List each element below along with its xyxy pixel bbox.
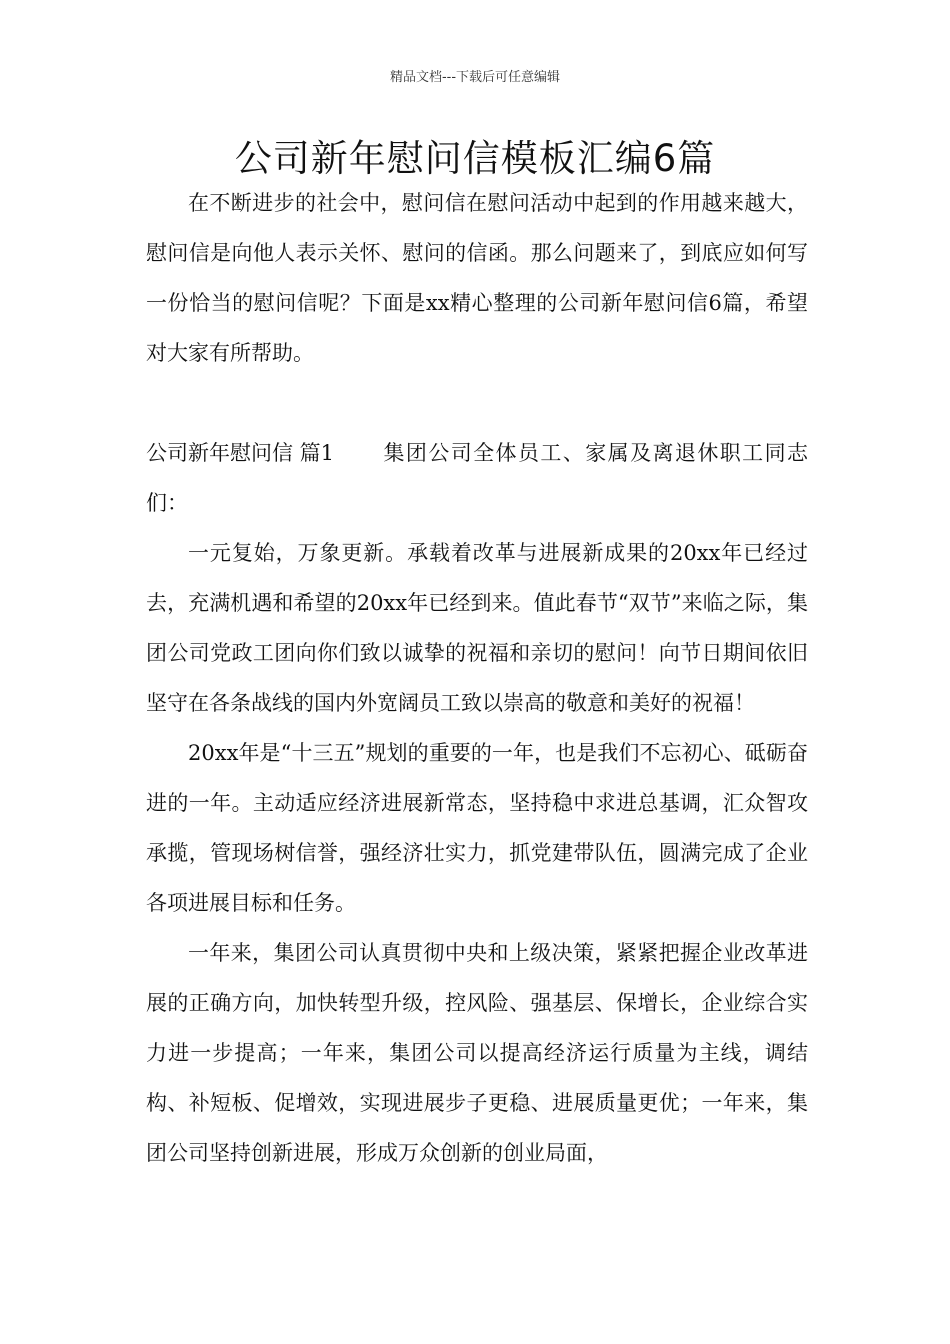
- document-body: [146, 178, 808, 1178]
- paragraph-gap: [146, 378, 808, 428]
- body-paragraph-3: 一年来，集团公司认真贯彻中央和上级决策，紧紧把握企业改革进展的正确方向，加快转型升级，控风险、强基层、保增长，企业综合实力进一步提高；一年来，集团公司以提高经济运行质量为主线，调结构、补短板、促增效，实现进展步子更稳、进展质量更优；一年来，集团公司坚持创新进展，形成万众创新的创业局面，: [146, 941, 808, 1165]
- document-title: 公司新年慰问信模板汇编6篇: [234, 137, 716, 180]
- section-label: 公司新年慰问信 篇1: [146, 441, 335, 465]
- body-paragraph-1: 一元复始，万象更新。承载着改革与进展新成果的20xx年已经过去，充满机遇和希望的20xx年已经到来。值此春节“双节”来临之际，集团公司党政工团向你们致以诚挚的祝福和亲切的慰问！向节日期间依旧坚守在各条战线的国内外宽阔员工致以崇高的敬意和美好的祝福！: [146, 541, 808, 715]
- salutation: 集团公司全体员工、家属及离退休职工同志们：: [146, 441, 808, 515]
- intro-paragraph: 在不断进步的社会中，慰问信在慰问活动中起到的作用越来越大，慰问信是向他人表示关怀、慰问的信函。那么问题来了，到底应如何写一份恰当的慰问信呢？下面是xx精心整理的公司新年慰问信6篇，希望对大家有所帮助。: [146, 191, 808, 365]
- section-heading: [146, 428, 808, 528]
- header-note: 精品文档---下载后可任意编辑: [389, 70, 561, 85]
- body-paragraph-2: 20xx年是“十三五”规划的重要的一年，也是我们不忘初心、砥砺奋进的一年。主动适应经济进展新常态，坚持稳中求进总基调，汇众智攻承揽，管现场树信誉，强经济壮实力，抓党建带队伍，圆满完成了企业各项进展目标和任务。: [146, 741, 808, 915]
